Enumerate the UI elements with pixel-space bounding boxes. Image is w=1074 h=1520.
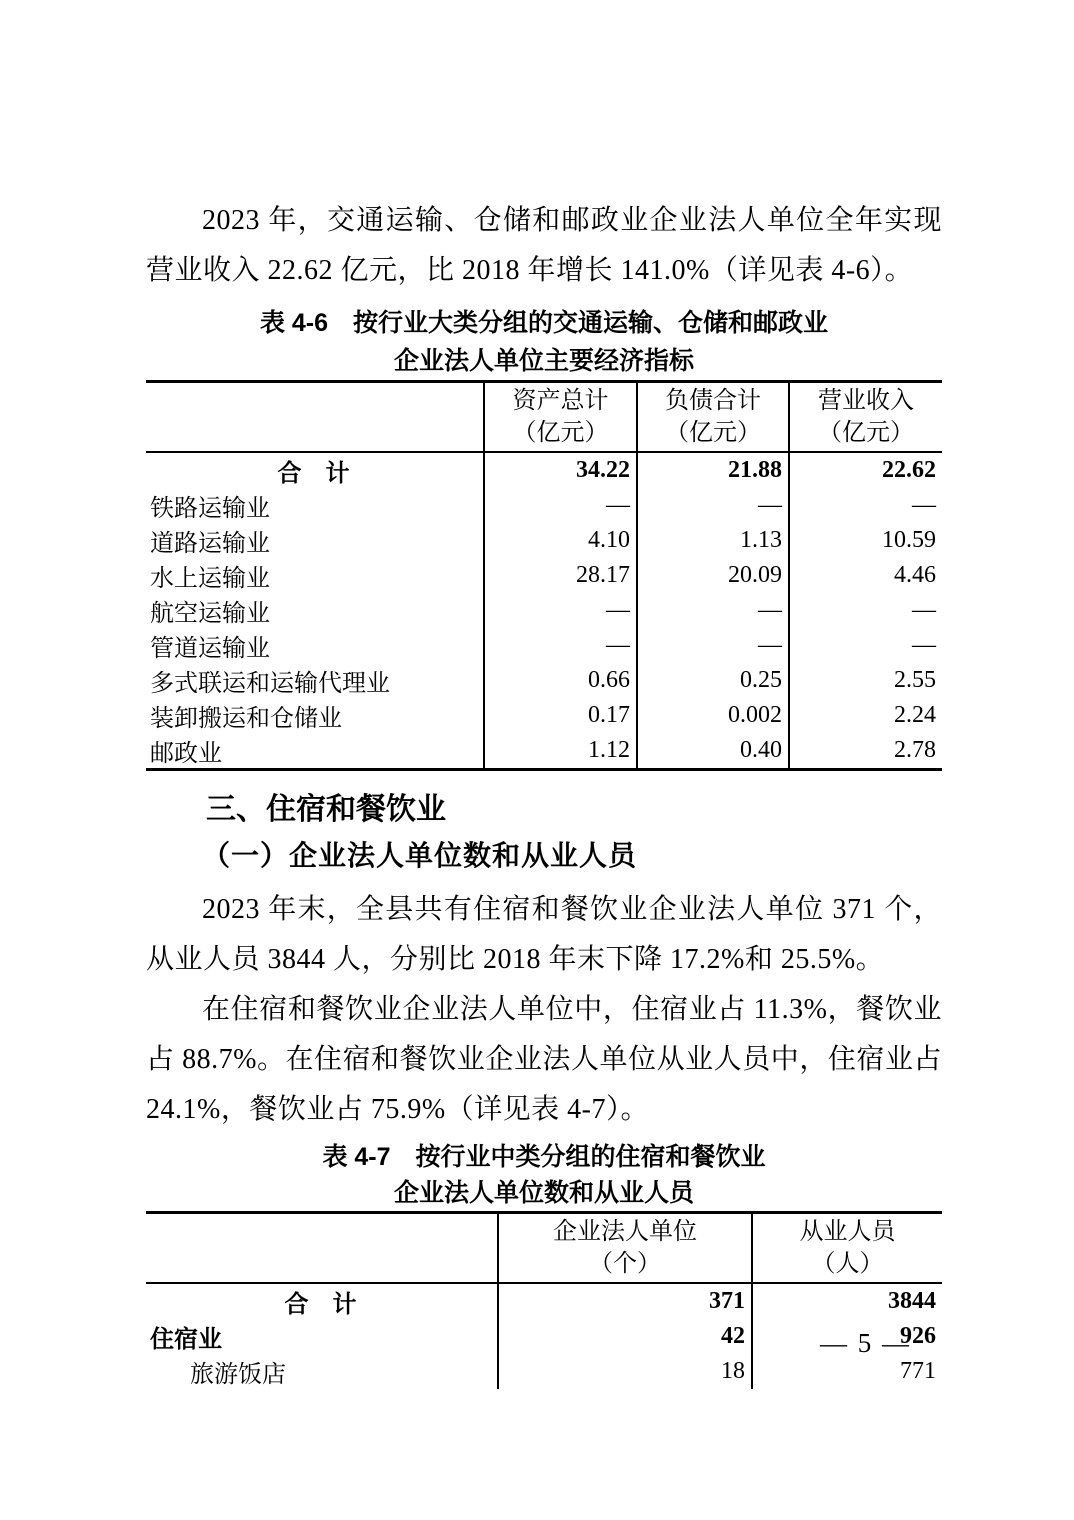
table-4-7	[146, 1211, 942, 1389]
table-row	[146, 1283, 942, 1319]
cell-liabilities: 1.13	[637, 523, 789, 558]
table-row	[146, 698, 942, 733]
table-4-6-title	[146, 304, 942, 380]
table-4-6	[146, 380, 942, 771]
table-4-7-title-line2: 企业法人单位数和从业人员	[393, 1179, 694, 1207]
table-4-6-title-line1: 表 4-6 按行业大类分组的交通运输、仓储和邮政业	[259, 309, 829, 337]
header-unit: （亿元）	[512, 419, 609, 446]
row-label: 合 计	[284, 1292, 357, 1318]
row-label: 航空运输业	[150, 601, 270, 627]
table-4-7-title-line1: 表 4-7 按行业中类分组的住宿和餐饮业	[322, 1143, 766, 1171]
table-4-6-header-liabilities	[637, 382, 789, 453]
cell-revenue: 2.55	[789, 663, 942, 698]
cell-revenue: 2.24	[789, 698, 942, 733]
cell-liabilities: —	[637, 593, 789, 628]
cell-assets: 1.12	[484, 733, 637, 770]
cell-assets: 0.17	[484, 698, 637, 733]
cell-employees: 3844	[752, 1283, 942, 1319]
table-row	[146, 523, 942, 558]
row-label: 旅游饭店	[190, 1362, 286, 1388]
cell-liabilities: 0.25	[637, 663, 789, 698]
table-4-7-title	[146, 1139, 942, 1211]
cell-revenue: 2.78	[789, 733, 942, 770]
cell-liabilities: 0.40	[637, 733, 789, 770]
table-row	[146, 558, 942, 593]
cell-revenue: 10.59	[789, 523, 942, 558]
header-unit: （亿元）	[818, 419, 914, 446]
section-heading-accommodation-catering: 三、住宿和餐饮业	[206, 793, 446, 826]
row-label: 合 计	[277, 461, 350, 487]
header-name: 负债合计	[665, 387, 761, 414]
header-unit: （个）	[589, 1250, 661, 1277]
cell-assets: 28.17	[484, 558, 637, 593]
cell-employees: 926	[752, 1319, 942, 1354]
subsection-heading-legal-units: （一）企业法人单位数和从业人员	[202, 841, 638, 872]
table-row	[146, 488, 942, 523]
row-label: 水上运输业	[150, 566, 270, 592]
header-name: 从业人员	[799, 1218, 896, 1245]
table-4-6-header-row	[146, 382, 942, 453]
table-row	[146, 452, 942, 488]
cell-employees: 771	[752, 1354, 942, 1389]
table-row	[146, 593, 942, 628]
cell-liabilities: 0.002	[637, 698, 789, 733]
cell-liabilities: —	[637, 628, 789, 663]
cell-units: 42	[498, 1319, 752, 1354]
table-row	[146, 628, 942, 663]
header-name: 营业收入	[818, 387, 914, 414]
page-content	[146, 0, 942, 1389]
row-label: 装卸搬运和仓储业	[150, 706, 342, 732]
table-4-7-header-empty	[146, 1213, 498, 1284]
table-4-6-header-revenue	[789, 382, 942, 453]
table-row	[146, 1354, 942, 1389]
cell-liabilities: 21.88	[637, 452, 789, 488]
table-4-6-header-empty	[146, 382, 484, 453]
row-label: 管道运输业	[150, 636, 270, 662]
row-label: 铁路运输业	[150, 496, 270, 522]
cell-revenue: 4.46	[789, 558, 942, 593]
row-label: 邮政业	[150, 741, 222, 767]
paragraph-share-percentages: 在住宿和餐饮业企业法人单位中，住宿业占 11.3%，餐饮业占 88.7%。在住宿和餐饮业企业法人单位从业人员中，住宿业占 24.1%，餐饮业占 75.9%（详见表 4-7）。	[146, 994, 942, 1125]
cell-liabilities: 20.09	[637, 558, 789, 593]
table-4-7-header-units	[498, 1213, 752, 1284]
paragraph-units-employees: 2023 年末，全县共有住宿和餐饮业企业法人单位 371 个，从业人员 3844 人，分别比 2018 年末下降 17.2%和 25.5%。	[146, 894, 942, 975]
paragraph-transport-revenue: 2023 年，交通运输、仓储和邮政业企业法人单位全年实现营业收入 22.62 亿元，比 2018 年增长 141.0%（详见表 4-6）。	[146, 205, 942, 286]
cell-revenue: —	[789, 628, 942, 663]
cell-liabilities: —	[637, 488, 789, 523]
cell-revenue: —	[789, 593, 942, 628]
header-unit: （人）	[811, 1250, 884, 1277]
cell-assets: 4.10	[484, 523, 637, 558]
table-4-6-header-assets	[484, 382, 637, 453]
cell-assets: 34.22	[484, 452, 637, 488]
table-4-7-header-row	[146, 1213, 942, 1284]
header-name: 企业法人单位	[553, 1218, 697, 1245]
cell-assets: 0.66	[484, 663, 637, 698]
cell-assets: —	[484, 488, 637, 523]
header-unit: （亿元）	[665, 419, 761, 446]
row-label: 住宿业	[150, 1327, 222, 1353]
row-label: 道路运输业	[150, 531, 270, 557]
row-label: 多式联运和运输代理业	[150, 671, 390, 697]
cell-assets: —	[484, 628, 637, 663]
table-row	[146, 733, 942, 770]
table-4-7-header-employees	[752, 1213, 942, 1284]
header-name: 资产总计	[512, 387, 609, 414]
table-row	[146, 663, 942, 698]
cell-revenue: —	[789, 488, 942, 523]
cell-revenue: 22.62	[789, 452, 942, 488]
table-4-6-title-line2: 企业法人单位主要经济指标	[393, 347, 694, 375]
page-number: — 5 —	[820, 1328, 911, 1358]
cell-units: 371	[498, 1283, 752, 1319]
cell-assets: —	[484, 593, 637, 628]
cell-units: 18	[498, 1354, 752, 1389]
